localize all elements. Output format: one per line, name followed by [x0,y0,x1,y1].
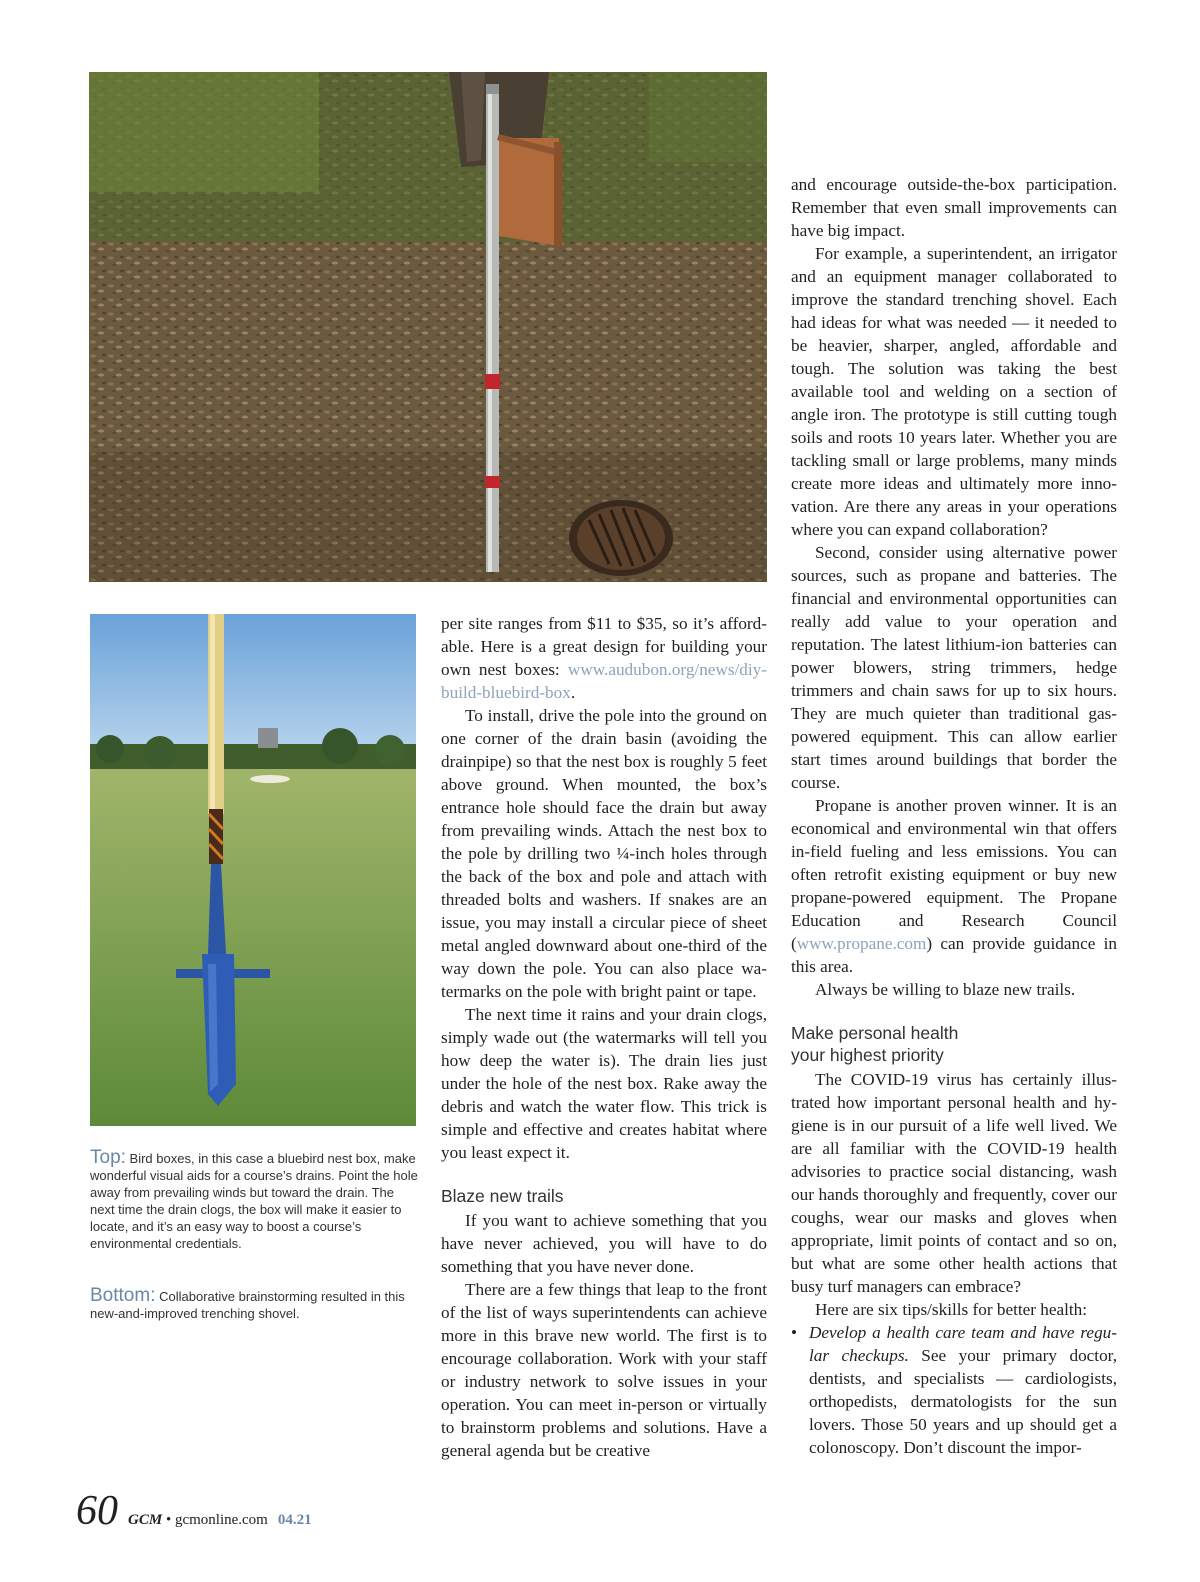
article-column-middle [441,612,767,1462]
issue-date: 04.21 [277,1512,312,1528]
paragraph: Second, consider using alternative power sources, such as propane and batteries. The financial and environmental opportunities can really add value to your operation and reputation. The latest lithium-ion batteries can power blowers, string trimmers, hedge trimmers and chain saws for up to six hours. They are much quieter than traditional gas-powered equipment. This can allow earlier start times around buildings that border the course. [791,543,1117,792]
heading-line: your highest priority [791,1045,944,1065]
paragraph: There are a few things that leap to the front of the list of ways superintendents can achieve more in this brave new world. The first is to encourage collaboration. Work with your staff or industry network to solve issues in your operation. You can meet in-person or virtually to brainstorm problems and solutions. Have a general agenda but be creative [441,1280,767,1460]
paragraph: To install, drive the pole into the ground on one corner of the drain basin (avoiding the drainpipe) so that the nest box is roughly 5 feet above ground. When mounted, the box’s entrance hole should face the drain but away from prevailing winds. Attach the nest box to the pole by drilling two ¼-inch holes through the back of the box and pole and attach with threaded bolts and washers. If snakes are an issue, you may install a circular piece of sheet metal angled downward about one-third of the way down the pole. You can also place watermarks on the pole with bright paint or tape. [441,706,767,1001]
caption-top-lead: Top: [90,1147,126,1168]
propane-link[interactable]: www.propane.com [796,934,927,953]
article-column-right [791,173,1117,1459]
paragraph: The next time it rains and your drain clogs, simply wade out (the watermarks will tell you how deep the water is). The drain lies just under the hole of the nest box. Rake away the debris and watch the water flow. This trick is simple and effective and creates habitat where you least expect it. [441,1005,767,1162]
text: per site ranges from $11 to $35, so it’s affordable. Here is a great design for building your own nest boxes: [441,614,767,679]
bullet-item [791,1321,1117,1459]
photo-trenching-shovel [90,614,416,1126]
paragraph [441,612,767,704]
section-heading-personal-health [791,1022,1117,1066]
paragraph: The COVID-19 virus has certainly illustrated how important personal health and hygiene is in our pursuit of a life well lived. We are all familiar with the COVID-19 health advisories to practice social distancing, wash our hands thoroughly and frequently, cover our coughs, wear our masks and gloves when appropriate, limit points of contact and so on, but what are some other health actions that busy turf managers can embrace? [791,1070,1117,1296]
paragraph [791,794,1117,978]
paragraph: and encourage outside-the-box participation. Remember that even small improvements can have big impact. [791,175,1117,240]
paragraph: For example, a superintendent, an irrigator and an equipment manager collaborated to improve the standard trenching shovel. Each had ideas for what was needed — it needed to be heavier, sharper, angled, affordable and tough. The solution was taking the best available tool and welding on a section of angle iron. The prototype is still cutting tough soils and roots 10 years later. Whether you are tackling small or large problems, many minds create more ideas and ultimately more innovation. Are there any areas in your operations where you can expand collaboration? [791,244,1117,539]
bullet-lead: Develop a health care team and have regular checkups. [809,1323,1117,1365]
text: ) can provide guidance in this area. [791,934,1117,976]
photo-bluebird-nest-box [89,72,767,582]
text: . [570,683,576,702]
shovel-illustration [90,614,416,1126]
bullet-text: See your primary doctor, dentists, and specialists — cardiologists, orthopedists, dermatologists for the sun lovers. Those 50 years and up should get a colonoscopy. Don’t discount the impor- [809,1346,1117,1457]
text: Propane is another proven winner. It is an economical and environmental win that offers in-field fueling and less emissions. You can often retrofit existing equipment or buy new propane-powered equipment. The Propane Education and Research Council ( [791,796,1117,953]
caption-top [90,1149,420,1252]
caption-bottom-lead: Bottom: [90,1285,156,1306]
separator: • [165,1512,172,1528]
audubon-link[interactable]: www.audubon.org/news/diy-build-bluebird-box [441,660,767,702]
magazine-credit [128,1512,268,1529]
paragraph: Here are six tips/skills for better health: [815,1300,1088,1319]
nest-box-illustration [89,72,767,582]
page-footer [76,1490,312,1532]
bullet-dot: • [791,1323,798,1342]
caption-top-text: Bird boxes, in this case a bluebird nest box, make wonderful visual aids for a course’s drains. Point the hole away from prevailing winds but toward the drain. The next time the drain clogs, the box will make it easier to locate, and it’s an easy way to boost a course’s environmental credentials. [90,1151,418,1251]
paragraph: Always be willing to blaze new trails. [815,980,1076,999]
caption-bottom [90,1287,420,1322]
heading-line: Make personal health [791,1023,959,1043]
magazine-name: GCM [128,1512,163,1528]
magazine-site: gcmonline.com [174,1512,268,1528]
caption-bottom-text: Collaborative brainstorming resulted in this new-and-improved trenching shovel. [90,1289,405,1321]
paragraph: If you want to achieve something that you have never achieved, you will have to do something that you have never done. [441,1211,767,1276]
section-heading-blaze-new-trails: Blaze new trails [441,1186,564,1206]
page-number: 60 [76,1488,118,1534]
